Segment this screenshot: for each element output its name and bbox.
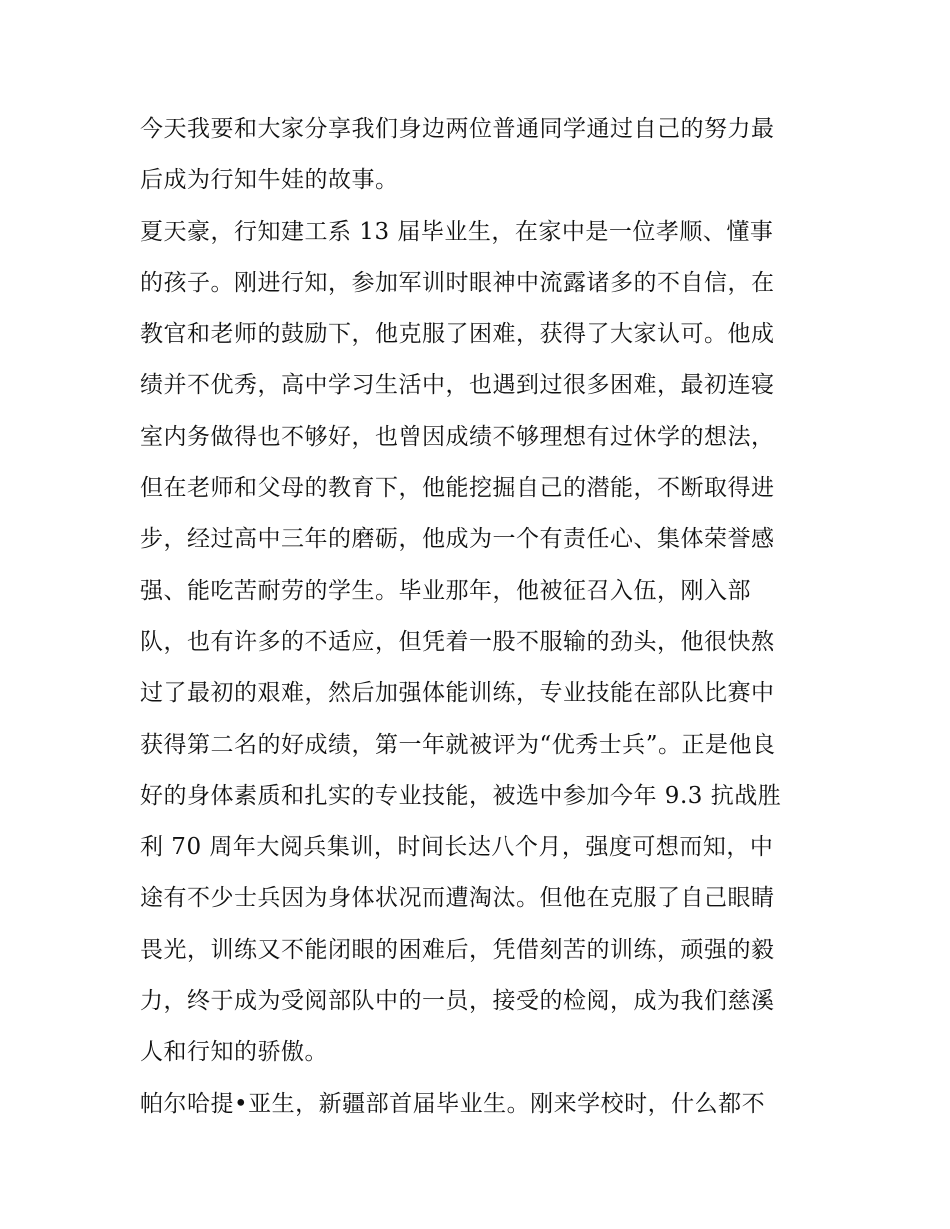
text-line: 强、能吃苦耐劳的学生。毕业那年，他被征召入伍，刚入部 [140,577,751,604]
paragraph-intro [140,104,812,207]
text-line: 的孩子。刚进行知，参加军训时眼神中流露诸多的不自信，在 [140,269,775,296]
text-line: 后成为行知牛娃的故事。 [140,167,399,194]
paragraph-parhat [140,1079,812,1130]
text-line: 好的身体素质和扎实的专业技能，被选中参加今年 9.3 抗战胜 [140,782,782,809]
text-line: 队，也有许多的不适应，但凭着一股不服输的劲头，他很快熬 [140,628,775,655]
text-line: 夏天豪，行知建工系 13 届毕业生，在家中是一位孝顺、懂事 [140,218,774,245]
text-line: 绩并不优秀，高中学习生活中，也遇到过很多困难，最初连寝 [140,372,775,399]
text-line: 帕尔哈提•亚生，新疆部首届毕业生。刚来学校时，什么都不 [140,1090,766,1117]
text-line: 途有不少士兵因为身体状况而遭淘汰。但他在克服了自己眼睛 [140,885,775,912]
text-line: 室内务做得也不够好，也曾因成绩不够理想有过休学的想法， [140,423,775,450]
text-line: 教官和老师的鼓励下，他克服了困难，获得了大家认可。他成 [140,321,775,348]
text-line: 今天我要和大家分享我们身边两位普通同学通过自己的努力最 [140,116,775,142]
document-body [140,104,812,1130]
text-line: 利 70 周年大阅兵集训，时间长达八个月，强度可想而知，中 [140,834,774,861]
text-line: 步，经过高中三年的磨砺，他成为一个有责任心、集体荣誉感 [140,526,775,553]
text-line: 但在老师和父母的教育下，他能挖掘自己的潜能，不断取得进 [140,475,775,502]
text-line: 畏光，训练又不能闭眼的困难后，凭借刻苦的训练，顽强的毅 [140,936,775,963]
paragraph-xia-tianhao [140,207,812,1079]
text-line: 过了最初的艰难，然后加强体能训练，专业技能在部队比赛中 [140,680,775,707]
text-line: 力，终于成为受阅部队中的一员，接受的检阅，成为我们慈溪 [140,988,775,1015]
text-line: 人和行知的骄傲。 [140,1039,328,1066]
text-line: 获得第二名的好成绩，第一年就被评为“优秀士兵”。正是他良 [140,731,776,758]
